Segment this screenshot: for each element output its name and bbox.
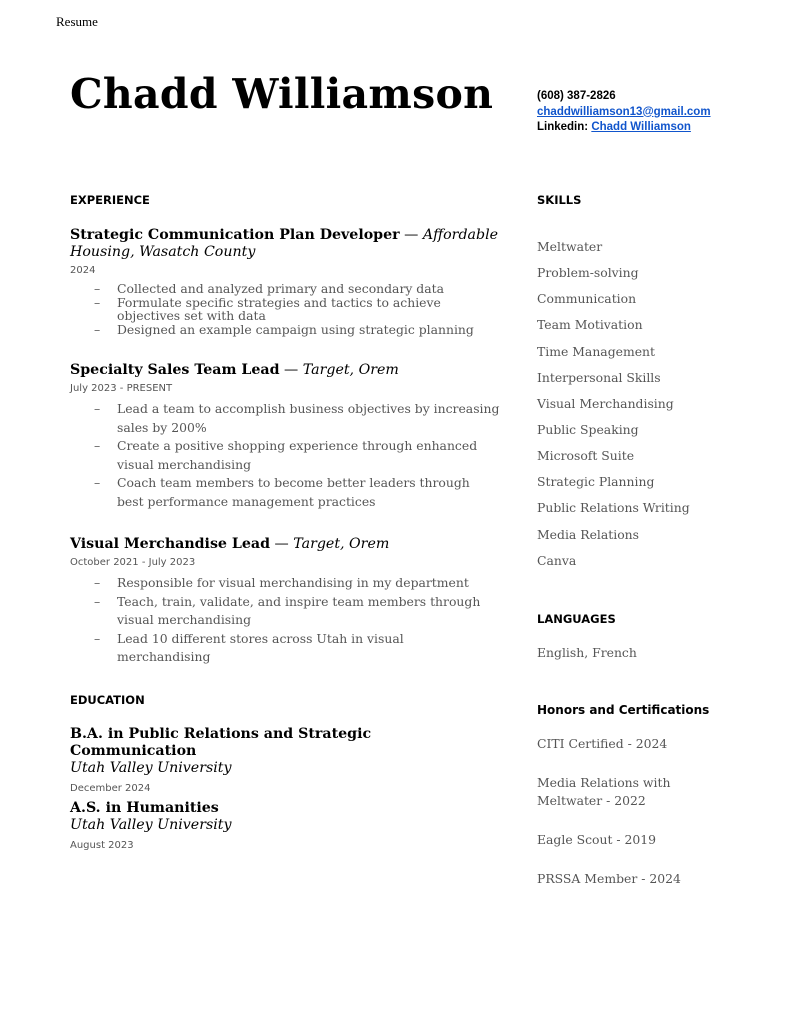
candidate-name: Chadd Williamson <box>70 70 494 118</box>
document-title: Resume <box>56 14 98 29</box>
skill-item: Microsoft Suite <box>537 448 635 464</box>
honor-item: Media Relations with Meltwater - 2022 <box>537 775 671 808</box>
job-title <box>70 536 500 553</box>
job-separator: — <box>399 227 423 243</box>
job-organization: Target, Orem <box>302 362 399 378</box>
skill-item: Visual Merchandising <box>537 395 674 411</box>
skill-item: Public Speaking <box>537 421 639 437</box>
honor-item: PRSSA Member - 2024 <box>537 871 681 886</box>
bullet-item: – Lead a team to accomplish business objectives by increasing sales by 200% <box>117 400 500 437</box>
job-bullets <box>70 282 500 336</box>
bullet-item: – Responsible for visual merchandising in my department <box>117 574 500 593</box>
skill-item: Communication <box>537 291 637 307</box>
bullet-item: – Collected and analyzed primary and secondary data <box>117 282 490 296</box>
linkedin-link[interactable]: Chadd Williamson <box>591 121 691 133</box>
job-title <box>70 362 500 379</box>
email-link[interactable]: chaddwilliamson13@gmail.com <box>537 105 711 118</box>
skill-item: Meltwater <box>537 239 603 254</box>
school-name: Utah Valley University <box>70 817 232 833</box>
job-entry <box>70 536 500 667</box>
degree-title: B.A. in Public Relations and Strategic Communication <box>70 726 372 759</box>
bullet-item: – Coach team members to become better leaders through best performance management practices <box>117 474 500 511</box>
job-date: 2024 <box>70 265 96 276</box>
honor-item: Eagle Scout - 2019 <box>537 832 657 847</box>
linkedin-label: Linkedin: <box>537 121 589 133</box>
job-role: Specialty Sales Team Lead <box>70 362 280 378</box>
languages-heading: LANGUAGES <box>537 612 616 626</box>
job-role: Visual Merchandise Lead <box>70 536 271 552</box>
degree-title: A.S. in Humanities <box>70 800 219 816</box>
job-organization: Target, Orem <box>293 536 390 552</box>
skill-item: Public Relations Writing <box>537 500 690 516</box>
bullet-item: – Formulate specific strategies and tactics to achieve objectives set with data <box>117 296 490 323</box>
job-separator: — <box>270 536 294 552</box>
education-date: December 2024 <box>70 783 151 794</box>
bullet-item: – Create a positive shopping experience through enhanced visual merchandising <box>117 437 500 474</box>
languages-value: English, French <box>537 645 637 660</box>
phone-number: (608) 387-2826 <box>537 90 616 102</box>
job-separator: — <box>279 362 303 378</box>
job-title <box>70 227 500 261</box>
skill-item: Interpersonal Skills <box>537 369 661 385</box>
job-entry <box>70 362 500 511</box>
job-date: October 2021 - July 2023 <box>70 557 196 568</box>
skill-item: Strategic Planning <box>537 474 655 490</box>
skills-heading: SKILLS <box>537 193 582 207</box>
skill-item: Time Management <box>537 343 655 359</box>
skill-item: Team Motivation <box>537 317 643 333</box>
skills-list <box>537 239 737 579</box>
education-date: August 2023 <box>70 840 134 851</box>
honors-heading: Honors and Certifications <box>537 703 710 717</box>
honor-item: CITI Certified - 2024 <box>537 736 668 751</box>
job-bullets <box>70 574 500 667</box>
skill-item: Problem-solving <box>537 265 639 281</box>
job-role: Strategic Communication Plan Developer <box>70 227 400 243</box>
job-date: July 2023 - PRESENT <box>70 383 173 394</box>
school-name: Utah Valley University <box>70 760 232 776</box>
job-organization: Affordable Housing, Wasatch County <box>70 227 499 260</box>
contact-block <box>537 89 711 136</box>
bullet-item: – Lead 10 different stores across Utah in visual merchandising <box>117 630 500 667</box>
bullet-item: – Designed an example campaign using strategic planning <box>117 323 490 337</box>
bullet-item: – Teach, train, validate, and inspire team members through visual merchandising <box>117 593 500 630</box>
experience-heading: EXPERIENCE <box>70 193 150 207</box>
job-bullets <box>70 400 500 511</box>
education-entry <box>70 726 500 794</box>
skill-item: Canva <box>537 552 577 568</box>
education-entry <box>70 800 500 851</box>
job-entry <box>70 227 500 336</box>
skill-item: Media Relations <box>537 526 639 542</box>
education-heading: EDUCATION <box>70 693 145 707</box>
